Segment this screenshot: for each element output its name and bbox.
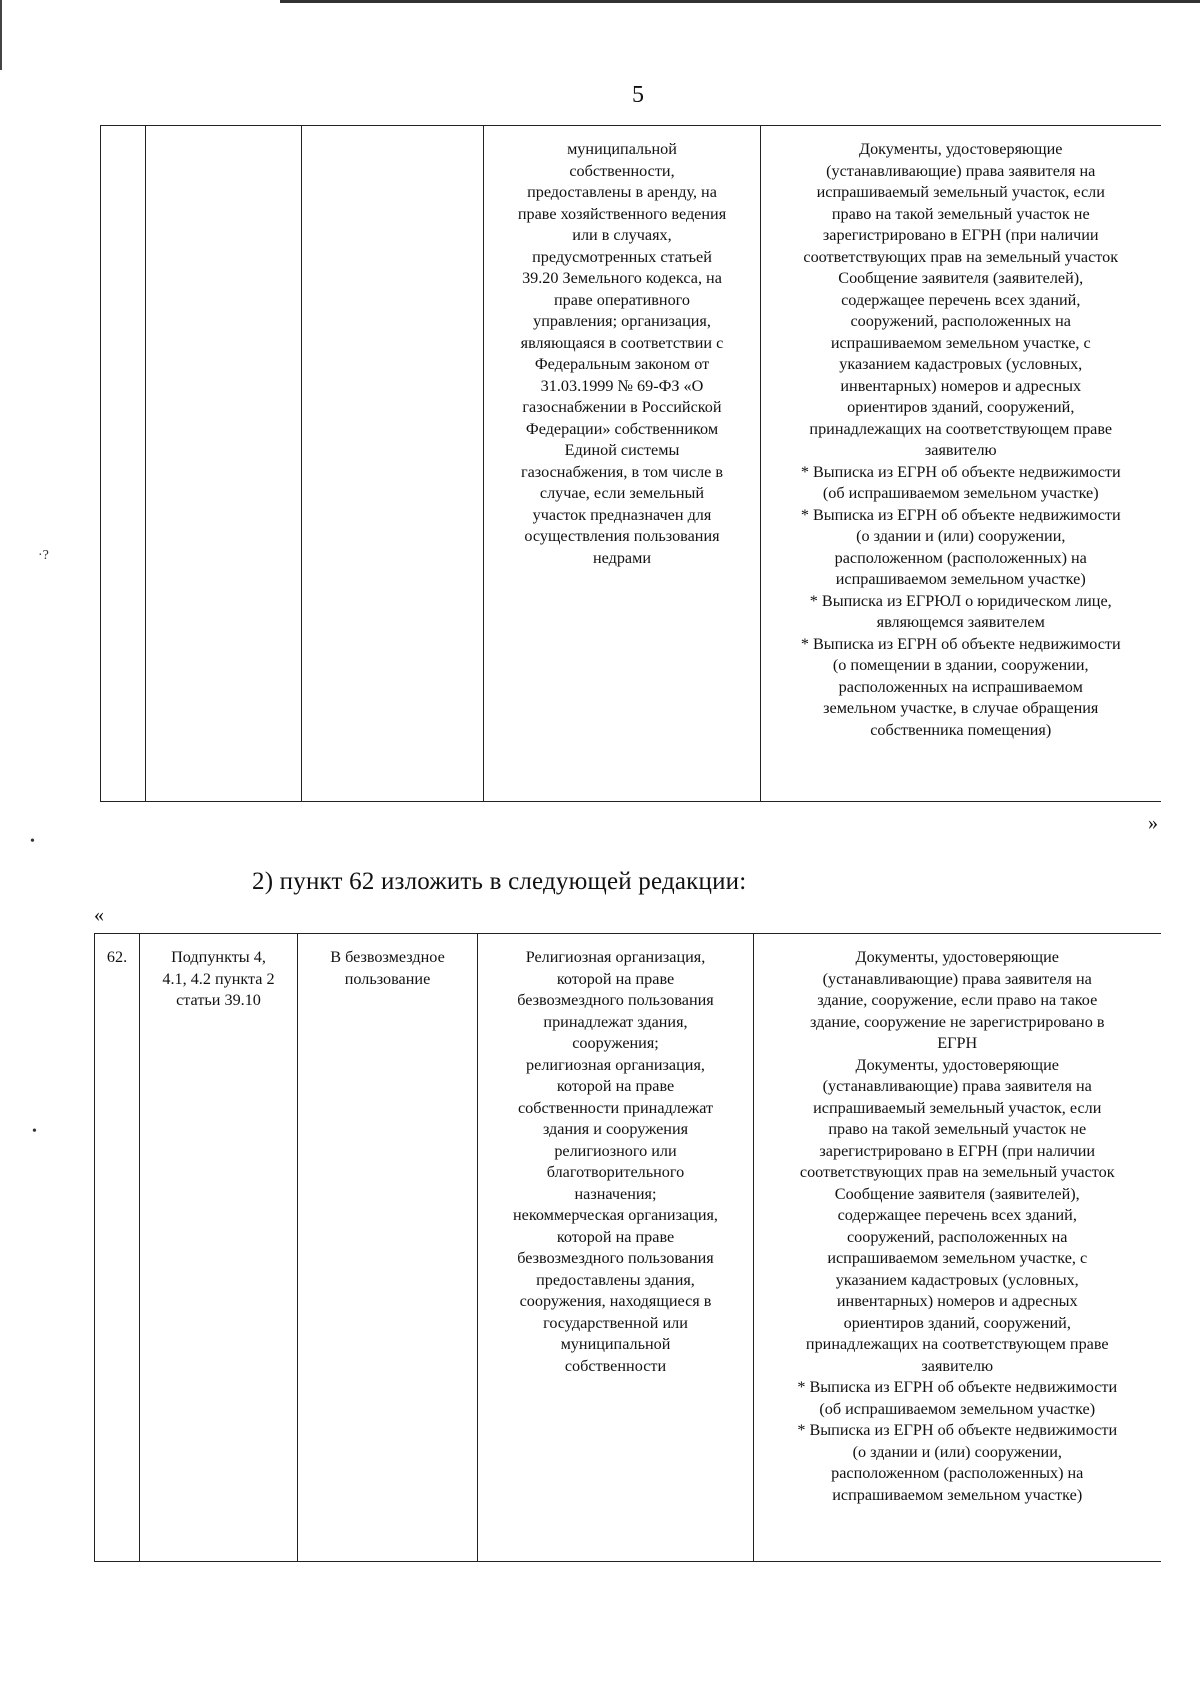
closing-quote: »	[1148, 812, 1158, 834]
text-line: государственной или	[543, 1313, 688, 1332]
text-line: здания и сооружения	[542, 1120, 689, 1138]
applicant-text	[488, 139, 756, 569]
text-line: зарегистрировано в ЕГРН (при наличии	[819, 1141, 1096, 1160]
text-line: расположенном (расположенных) на	[834, 548, 1087, 567]
page-number: 5	[632, 82, 644, 108]
text-line: испрашиваемом земельном участке)	[835, 570, 1086, 588]
text-line: религиозного или	[554, 1141, 677, 1160]
documents-text	[758, 947, 1157, 1506]
scan-speck: ·?	[38, 548, 49, 563]
text-line: праве хозяйственного ведения	[517, 204, 727, 223]
text-line: здание, сооружение, если право на такое	[817, 991, 1098, 1009]
text-line: статьи 39.10	[176, 991, 261, 1009]
legal-basis-text	[144, 947, 293, 1012]
text-line: газоснабжении в Российской	[522, 398, 722, 416]
text-line: указанием кадастровых (условных,	[839, 355, 1083, 373]
text-line: предусмотренных статьей	[532, 247, 712, 266]
text-line: Религиозная организация,	[525, 948, 706, 966]
text-line: управления; организация,	[533, 312, 711, 330]
text-line: * Выписка из ЕГРЮЛ о юридическом лице,	[809, 591, 1112, 610]
text-line: недрами	[592, 548, 652, 567]
text-line: (о здании и (или) сооружении,	[852, 1442, 1062, 1461]
text-line: сооружения;	[572, 1034, 659, 1052]
text-line: 39.20 Земельного кодекса, на	[522, 269, 722, 287]
text-line: муниципальной	[560, 1335, 671, 1353]
text-line: (о здании и (или) сооружении,	[856, 527, 1066, 545]
text-line: (о помещении в здании, сооружении,	[832, 656, 1089, 674]
text-line: Федерации» собственником	[525, 419, 719, 438]
text-line: зарегистрировано в ЕГРН (при наличии	[822, 226, 1099, 244]
text-line: (устанавливающие) права заявителя на	[826, 161, 1096, 180]
item-number: 62.	[106, 948, 128, 966]
amendment-heading: 2) пункт 62 изложить в следующей редакции:	[252, 868, 747, 895]
text-line: религиозная организация,	[526, 1055, 705, 1074]
text-line: являющемся заявителем	[876, 613, 1045, 631]
text-line: участок предназначен для	[532, 505, 712, 524]
right-type-text	[302, 947, 473, 990]
text-line: безвозмездного пользования	[517, 1249, 714, 1267]
text-line: * Выписка из ЕГРН об объекте недвижимости	[797, 1421, 1118, 1439]
text-line: расположенных на испрашиваемом	[838, 677, 1083, 696]
scan-left-edge	[0, 0, 2, 70]
text-line: собственника помещения)	[870, 720, 1052, 739]
text-line: назначения;	[574, 1184, 657, 1203]
cell-number	[95, 934, 140, 1562]
text-line: (устанавливающие) права заявителя на	[822, 969, 1092, 988]
text-line: * Выписка из ЕГРН об объекте недвижимости	[800, 505, 1121, 524]
opening-quote: «	[94, 904, 104, 926]
text-line: осуществления пользования	[524, 527, 720, 545]
text-line: некоммерческая организация,	[513, 1206, 718, 1224]
text-line: праве оперативного	[554, 290, 690, 309]
text-line: сооружений, расположенных на	[847, 1227, 1068, 1246]
text-line: здание, сооружение не зарегистрировано в	[810, 1012, 1105, 1031]
text-line: право на такой земельный участок не	[831, 204, 1090, 223]
text-line: сооружения, находящиеся в	[519, 1292, 712, 1310]
text-line: испрашиваемый земельный участок, если	[813, 1098, 1102, 1117]
cell-number	[101, 126, 146, 802]
text-line: пользование	[344, 969, 431, 988]
text-line: безвозмездного пользования	[517, 991, 714, 1009]
table-row	[101, 126, 1161, 802]
text-line: расположенном (расположенных) на	[831, 1464, 1084, 1482]
text-line: заявителю	[924, 441, 997, 459]
text-line: (об испрашиваемом земельном участке)	[822, 484, 1099, 502]
text-line: благотворительного	[546, 1163, 685, 1181]
text-line: В безвозмездное	[330, 948, 445, 966]
text-line: содержащее перечень всех зданий,	[841, 290, 1081, 309]
text-line: соответствующих прав на земельный участок	[799, 1163, 1115, 1181]
documents-text	[765, 139, 1157, 741]
text-line: заявителю	[921, 1356, 994, 1375]
cell-documents	[761, 126, 1161, 802]
text-line: собственности,	[569, 161, 675, 180]
text-line: принадлежащих на соответствующем праве	[805, 1335, 1109, 1353]
text-line: предоставлены в аренду, на	[527, 183, 717, 201]
table-row	[95, 934, 1161, 1562]
text-line: которой на праве	[556, 1227, 675, 1246]
applicant-text	[482, 947, 749, 1377]
cell-right-type	[302, 126, 484, 802]
scan-top-edge	[280, 0, 1200, 3]
text-line: которой на праве	[556, 1077, 675, 1095]
text-line: испрашиваемом земельном участке, с	[827, 1249, 1088, 1267]
cell-legal-basis	[140, 934, 298, 1562]
text-line: ЕГРН	[937, 1034, 978, 1052]
text-line: собственности принадлежат	[517, 1098, 714, 1117]
text-line: случае, если земельный	[539, 484, 705, 502]
text-line: которой на праве	[556, 969, 675, 988]
text-line: (устанавливающие) права заявителя на	[822, 1077, 1092, 1095]
text-line: * Выписка из ЕГРН об объекте недвижимости	[800, 462, 1121, 481]
text-line: соответствующих прав на земельный участок	[803, 247, 1119, 266]
text-line: являющаяся в соответствии с	[520, 333, 724, 352]
cell-documents	[754, 934, 1161, 1562]
text-line: инвентарных) номеров и адресных	[840, 376, 1082, 395]
text-line: принадлежащих на соответствующем праве	[809, 419, 1113, 438]
text-line: Сообщение заявителя (заявителей),	[834, 1184, 1080, 1203]
cell-right-type	[298, 934, 478, 1562]
scan-speck: •	[32, 1124, 37, 1139]
text-line: (об испрашиваемом земельном участке)	[819, 1399, 1096, 1418]
text-line: Федеральным законом от	[534, 355, 710, 373]
text-line: предоставлены здания,	[536, 1270, 695, 1289]
text-line: Подпункты 4,	[171, 948, 266, 966]
text-line: собственности	[564, 1356, 667, 1375]
cell-legal-basis	[146, 126, 302, 802]
text-line: право на такой земельный участок не	[828, 1120, 1087, 1138]
scan-speck: •	[30, 834, 35, 849]
text-line: 4.1, 4.2 пункта 2	[162, 969, 275, 988]
text-line: Единой системы	[564, 441, 680, 459]
requirements-table-continued	[100, 125, 1161, 802]
text-line: инвентарных) номеров и адресных	[836, 1292, 1078, 1310]
text-line: 31.03.1999 № 69-ФЗ «О	[540, 376, 704, 395]
text-line: принадлежат здания,	[543, 1012, 688, 1031]
text-line: или в случаях,	[572, 226, 672, 244]
text-line: испрашиваемом земельном участке, с	[830, 333, 1091, 352]
text-line: * Выписка из ЕГРН об объекте недвижимости	[797, 1378, 1118, 1396]
text-line: Документы, удостоверяющие	[855, 1055, 1059, 1074]
cell-applicant	[478, 934, 754, 1562]
text-line: Документы, удостоверяющие	[859, 140, 1063, 158]
text-line: Документы, удостоверяющие	[855, 948, 1059, 966]
cell-applicant	[484, 126, 761, 802]
text-line: сооружений, расположенных на	[850, 312, 1071, 330]
text-line: * Выписка из ЕГРН об объекте недвижимости	[800, 634, 1121, 653]
text-line: газоснабжения, в том числе в	[520, 462, 724, 481]
requirements-table-item-62	[94, 933, 1161, 1562]
text-line: ориентиров зданий, сооружений,	[847, 398, 1075, 416]
text-line: испрашиваемый земельный участок, если	[816, 183, 1105, 201]
text-line: испрашиваемом земельном участке)	[832, 1485, 1083, 1504]
text-line: земельном участке, в случае обращения	[823, 699, 1099, 717]
text-line: ориентиров зданий, сооружений,	[843, 1313, 1071, 1332]
text-line: указанием кадастровых (условных,	[835, 1270, 1079, 1289]
text-line: Сообщение заявителя (заявителей),	[838, 269, 1084, 287]
text-line: муниципальной	[567, 140, 677, 158]
text-line: содержащее перечень всех зданий,	[837, 1206, 1077, 1224]
